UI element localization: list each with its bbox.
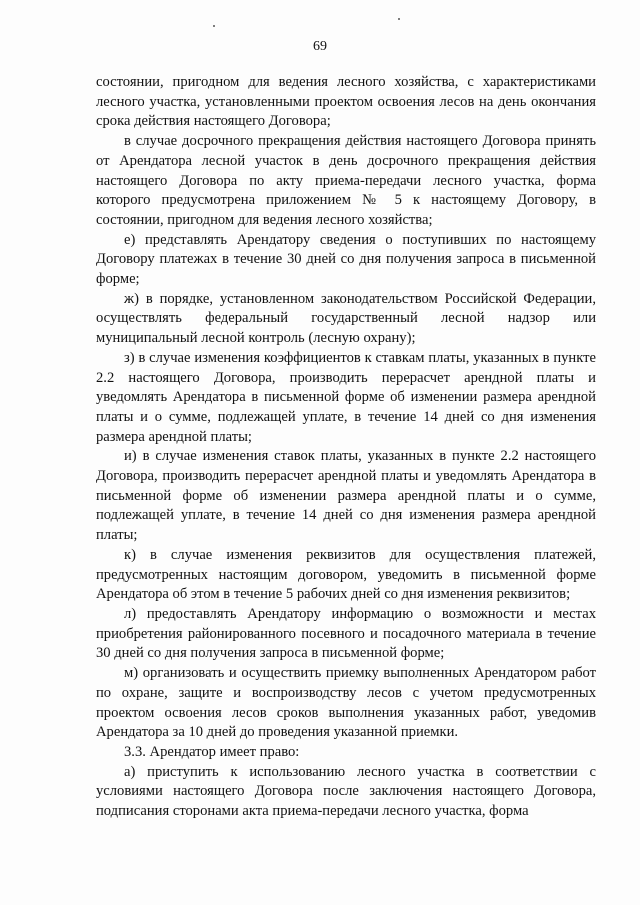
paragraph-continuation: состоянии, пригодном для ведения лесного хозяйства, с характеристиками лесного участка, установленными проектом освоения лесов на день окончания срока действия настоящего Договора; bbox=[96, 74, 596, 130]
page-number: 69 bbox=[313, 39, 327, 54]
paragraph-item-k: к) в случае изменения реквизитов для осуществления платежей, предусмотренных настоящим договором, уведомить в письменной форме Арендатора об этом в течение 5 рабочих дней со дня изменения реквизитов; bbox=[96, 546, 596, 603]
paragraph-item-a: а) приступить к использованию лесного участка в соответствии с условиями настоящего Договора после заключения настоящего Договора, подписания сторонами акта приема-передачи лесного участка, форма bbox=[96, 763, 596, 820]
scan-speck bbox=[213, 25, 215, 27]
paragraph-item-l: л) предоставлять Арендатору информацию о возможности и местах приобретения районированного посевного и посадочного материала в течение 30 дней со дня получения запроса в письменной форме; bbox=[96, 605, 596, 662]
paragraph-item-m: м) организовать и осуществить приемку выполненных Арендатором работ по охране, защите и воспроизводству лесов с учетом предусмотренных проектом освоения лесов сроков выполнения указанных работ, уведомив Арендатора за 10 дней до проведения указанной приемки. bbox=[96, 665, 596, 741]
paragraph-item-z: з) в случае изменения коэффициентов к ставкам платы, указанных в пункте 2.2 настоящего Договора, производить перерасчет арендной платы и уведомлять Арендатора в письменной форме об изменении размера арендной платы и о сумме, подлежащей уплате, в течение 14 дней со дня изменения размера арендной платы; bbox=[96, 349, 596, 445]
paragraph-early-termination: в случае досрочного прекращения действия настоящего Договора принять от Арендатора лесной участок в день досрочного прекращения действия настоящего Договора по акту приема-передачи лесного участка, форма которого предусмотрена приложением № 5 к настоящему Договору, в состоянии, пригодном для ведения лесного хозяйства; bbox=[96, 133, 596, 228]
scan-speck bbox=[398, 18, 400, 20]
paragraph-item-e: е) представлять Арендатору сведения о поступивших по настоящему Договору платежах в течение 30 дней со дня получения запроса в письменной форме; bbox=[96, 231, 596, 288]
paragraph-item-i: и) в случае изменения ставок платы, указанных в пункте 2.2 настоящего Договора, производить перерасчет арендной платы и уведомлять Арендатора в письменной форме об изменении размера арендной платы и о сумме, подлежащей уплате, в течение 14 дней со дня изменения размера арендной платы; bbox=[96, 448, 596, 544]
paragraph-item-zh: ж) в порядке, установленном законодательством Российской Федерации, осуществлять федеральный государственный лесной надзор или муниципальный лесной контроль (лесную охрану); bbox=[96, 290, 596, 347]
document-body bbox=[96, 73, 596, 822]
section-heading-3-3: 3.3. Арендатор имеет право: bbox=[124, 743, 300, 760]
